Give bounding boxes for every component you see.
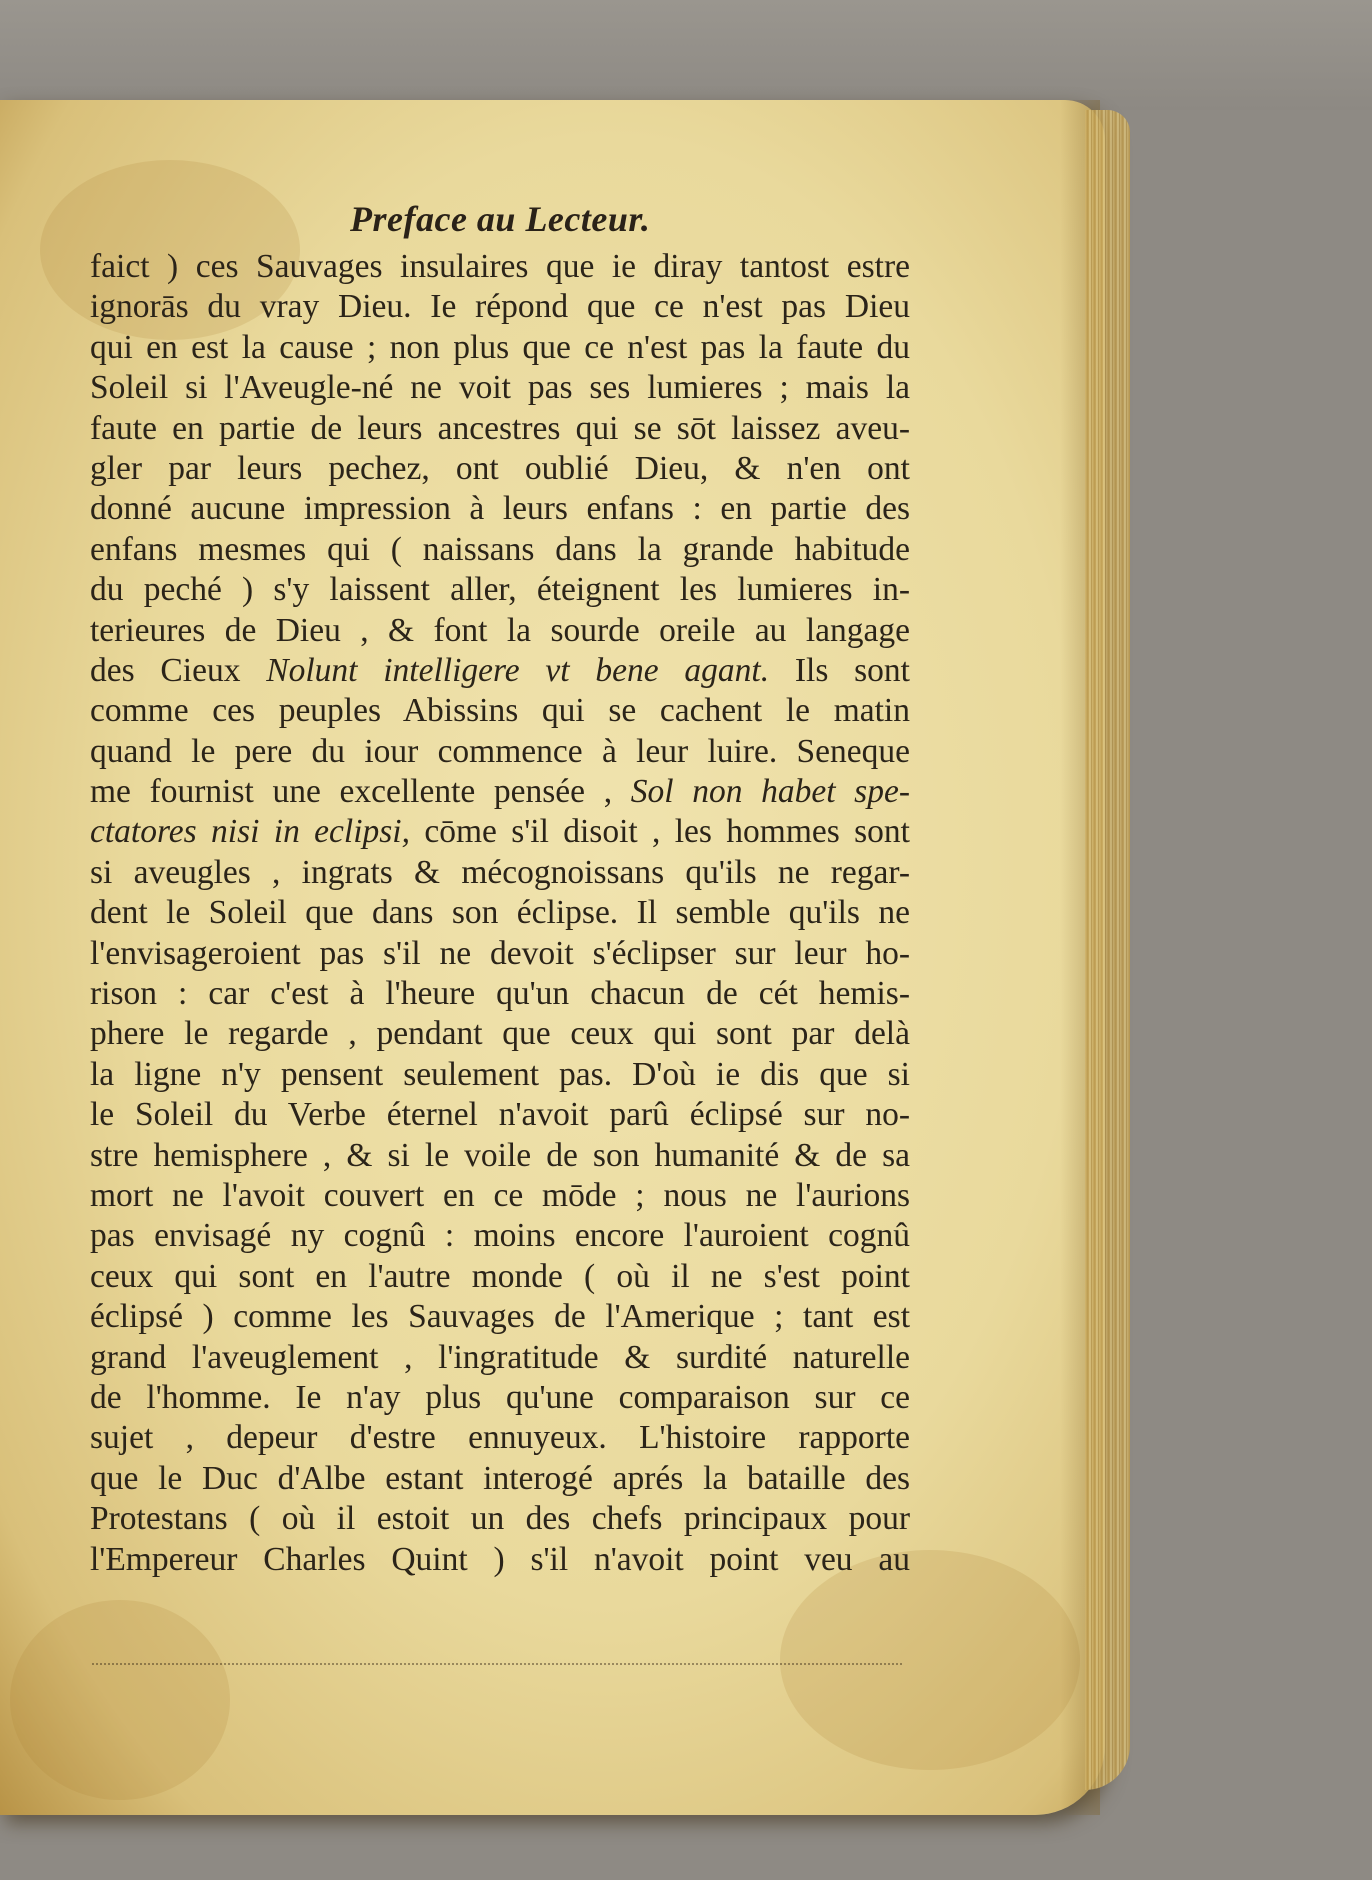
line-segment: l'Empereur Charles Quint ) s'il n'avoit point veu au	[90, 1540, 910, 1578]
paper-stain	[780, 1550, 1080, 1770]
text-line	[90, 1014, 910, 1054]
text-line	[90, 611, 910, 651]
line-segment: rison : car c'est à l'heure qu'un chacun de cét hemis-	[90, 975, 910, 1013]
line-segment: de l'homme. Ie n'ay plus qu'une comparaison sur ce	[90, 1378, 910, 1416]
text-line	[90, 449, 910, 489]
text-line	[90, 1378, 910, 1418]
line-segment: ignorās du vray Dieu. Ie répond que ce n'est pas Dieu	[90, 288, 910, 326]
line-segment: donné aucune impression à leurs enfans : en partie des	[90, 490, 910, 528]
text-line	[90, 1095, 910, 1135]
text-line	[90, 651, 910, 691]
line-segment: si aveugles , ingrats & mécognoissans qu'ils ne regar-	[90, 853, 910, 891]
line-segment: mort ne l'avoit couvert en ce mōde ; nous ne l'aurions	[90, 1176, 910, 1214]
text-line	[90, 1540, 910, 1580]
line-segment: quand le pere du iour commence à leur luire. Seneque	[90, 732, 910, 770]
line-segment: Soleil si l'Aveugle-né ne voit pas ses lumieres ; mais la	[90, 369, 910, 407]
line-segment: stre hemisphere , & si le voile de son humanité & de sa	[90, 1136, 910, 1174]
line-segment: grand l'aveuglement , l'ingratitude & surdité naturelle	[90, 1338, 910, 1376]
text-line	[90, 409, 910, 449]
line-segment: ceux qui sont en l'autre monde ( où il ne s'est point	[90, 1257, 910, 1295]
line-segment: pas envisagé ny cognû : moins encore l'auroient cognû	[90, 1217, 910, 1255]
text-line	[90, 974, 910, 1014]
text-line	[90, 247, 910, 287]
latin-quotation: Sol non habet spe-	[630, 773, 910, 811]
text-line	[90, 732, 910, 772]
text-line	[90, 1216, 910, 1256]
bottom-rule	[92, 1663, 902, 1665]
line-segment: Ils sont	[769, 651, 910, 689]
line-segment: la ligne n'y pensent seulement pas. D'où ie dis que si	[90, 1055, 910, 1093]
line-segment: phere le regarde , pendant que ceux qui sont par delà	[90, 1015, 910, 1053]
text-line	[90, 570, 910, 610]
text-line	[90, 368, 910, 408]
text-line	[90, 934, 910, 974]
line-segment: éclipsé ) comme les Sauvages de l'Amerique ; tant est	[90, 1298, 910, 1336]
line-segment: cōme s'il disoit , les hommes sont	[409, 813, 910, 851]
paper-stain	[10, 1600, 230, 1800]
text-line	[90, 772, 910, 812]
scan-background	[0, 0, 1372, 110]
body-text	[90, 247, 910, 1580]
line-segment: du peché ) s'y laissent aller, éteignent les lumieres in-	[90, 571, 910, 609]
text-line	[90, 287, 910, 327]
line-segment: sujet , depeur d'estre ennuyeux. L'histoire rapporte	[90, 1419, 910, 1457]
line-segment: le Soleil du Verbe éternel n'avoit parû éclipsé sur no-	[90, 1096, 910, 1134]
text-line	[90, 1176, 910, 1216]
text-line	[90, 1338, 910, 1378]
latin-quotation: ctatores nisi in eclipsi,	[90, 813, 410, 851]
text-line	[90, 489, 910, 529]
text-line	[90, 1297, 910, 1337]
text-line	[90, 1055, 910, 1095]
line-segment: enfans mesmes qui ( naissans dans la grande habitude	[90, 530, 910, 568]
line-segment: terieures de Dieu , & font la sourde oreile au langage	[90, 611, 910, 649]
text-line	[90, 1459, 910, 1499]
line-segment: faict ) ces Sauvages insulaires que ie diray tantost estre	[90, 248, 910, 285]
text-line	[90, 1257, 910, 1297]
text-line	[90, 1418, 910, 1458]
line-segment: comme ces peuples Abissins qui se cachent le matin	[90, 692, 910, 730]
text-line	[90, 1499, 910, 1539]
line-segment: gler par leurs pechez, ont oublié Dieu, & n'en ont	[90, 449, 910, 487]
line-segment: dent le Soleil que dans son éclipse. Il semble qu'ils ne	[90, 894, 910, 932]
line-segment: des Cieux	[90, 651, 267, 689]
text-line	[90, 893, 910, 933]
line-segment: me fournist une excellente pensée ,	[90, 773, 631, 811]
text-line	[90, 1136, 910, 1176]
line-segment: faute en partie de leurs ancestres qui se sōt laissez aveu-	[90, 409, 910, 447]
line-segment: que le Duc d'Albe estant interogé aprés la bataille des	[90, 1459, 910, 1497]
text-line	[90, 812, 910, 852]
line-segment: qui en est la cause ; non plus que ce n'est pas la faute du	[90, 328, 910, 366]
text-line	[90, 691, 910, 731]
running-head: Preface au Lecteur.	[350, 199, 651, 239]
text-line	[90, 328, 910, 368]
text-line	[90, 853, 910, 893]
line-segment: l'envisageroient pas s'il ne devoit s'éclipser sur leur ho-	[90, 934, 910, 972]
line-segment: Protestans ( où il estoit un des chefs principaux pour	[90, 1500, 910, 1538]
latin-quotation: Nolunt intelligere vt bene agant.	[266, 651, 770, 689]
text-line	[90, 530, 910, 570]
page-fore-edge	[1085, 110, 1130, 1790]
